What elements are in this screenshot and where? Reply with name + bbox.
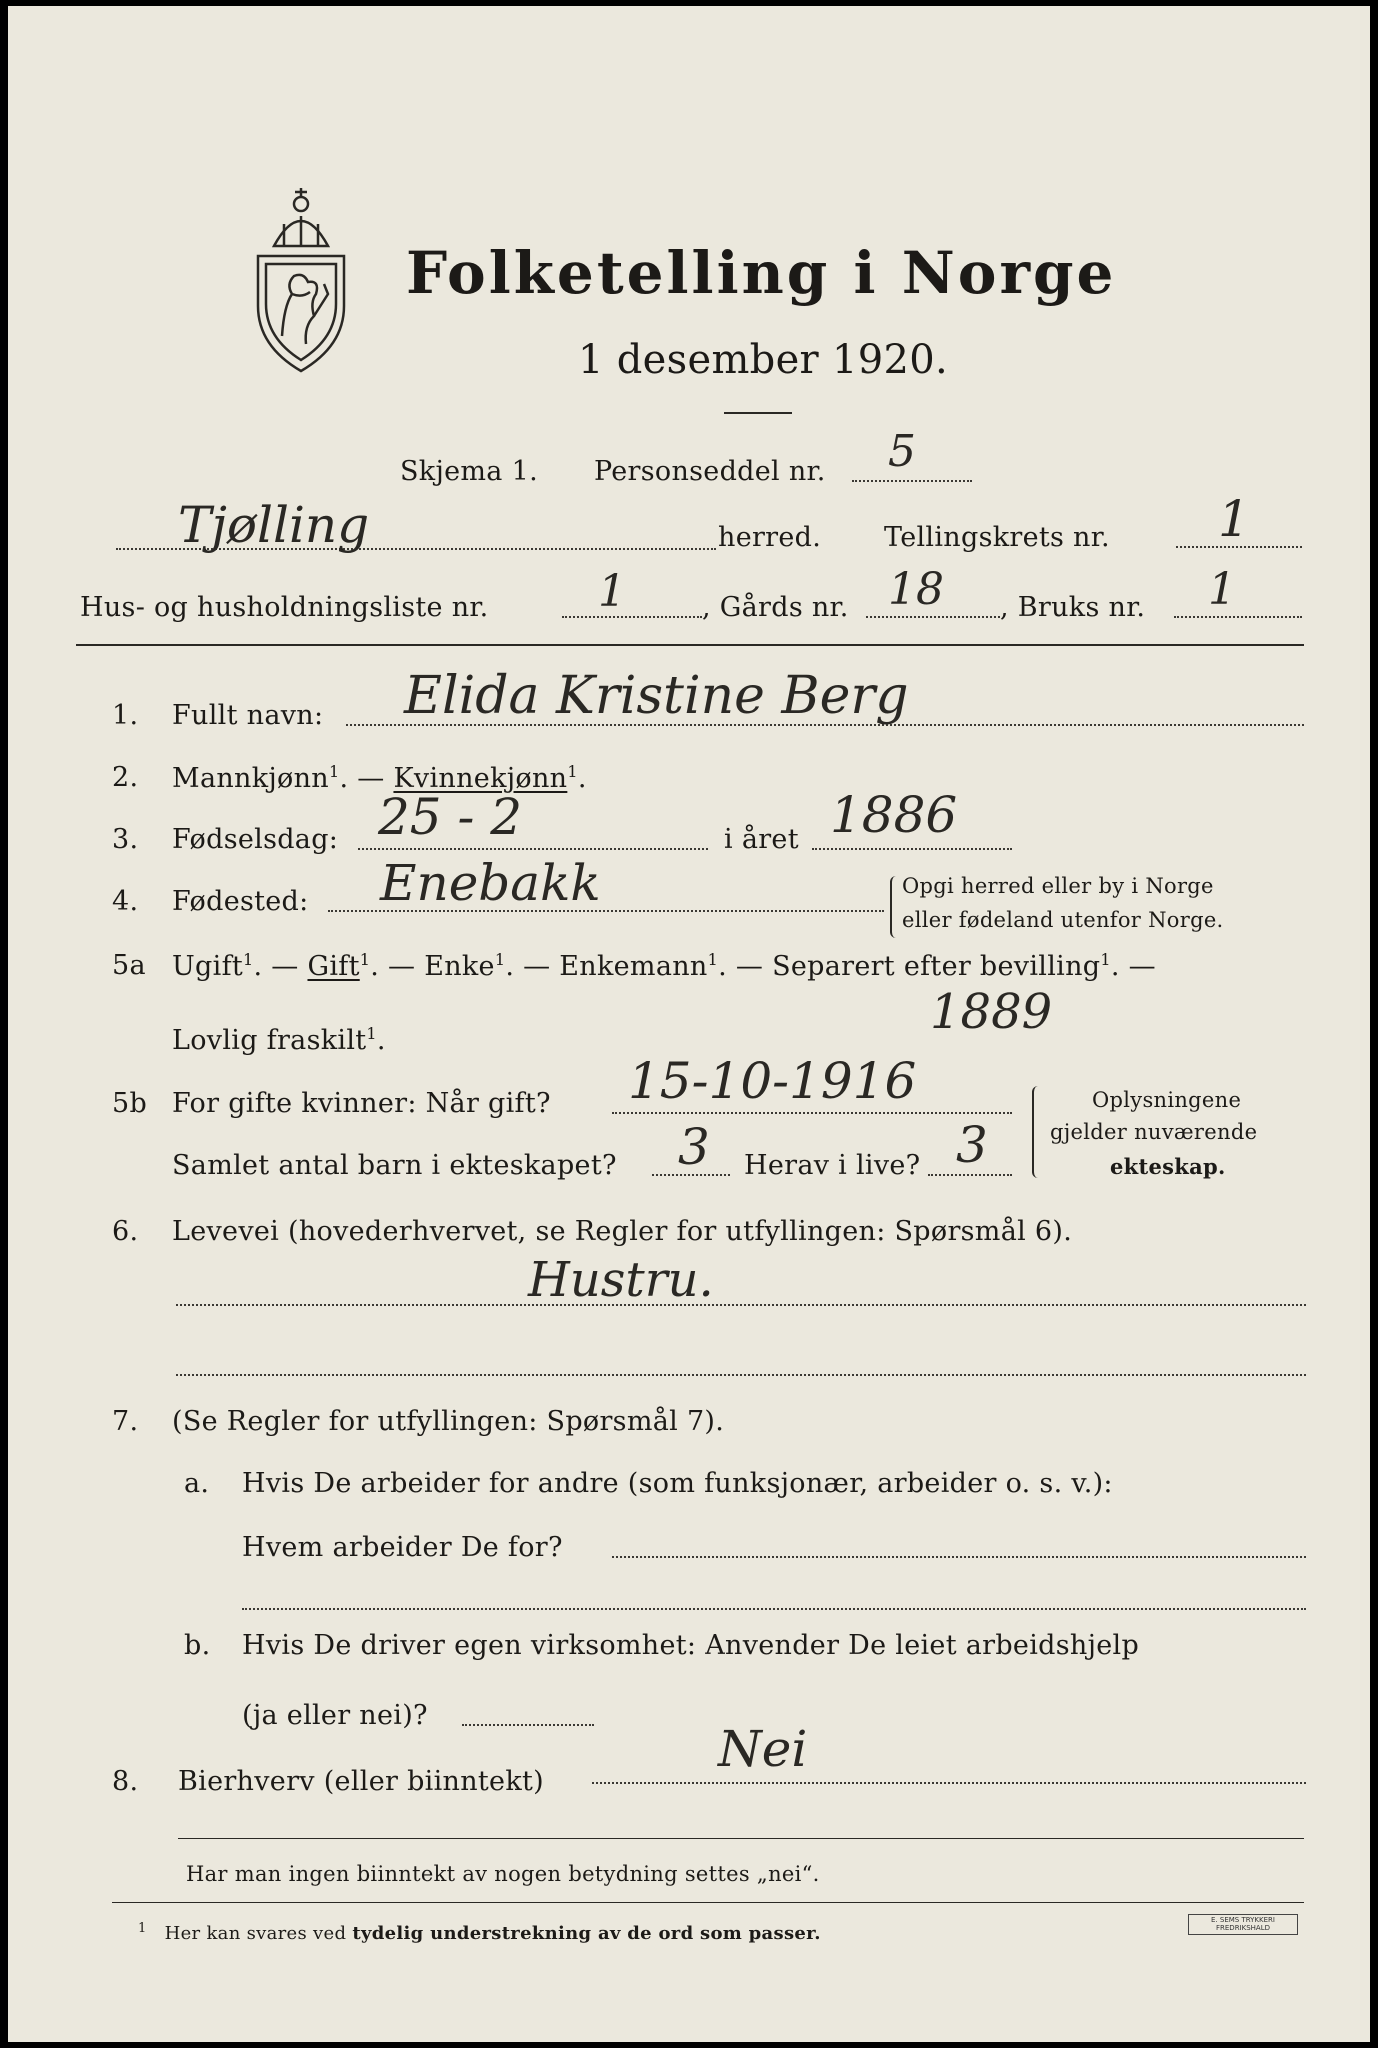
- q5b-barn-value: 3: [678, 1118, 710, 1176]
- bruks-value: 1: [1208, 564, 1236, 615]
- footnote-divider: [112, 1902, 1304, 1903]
- q5b-note-line1: Oplysningene: [1092, 1088, 1242, 1112]
- q2-end: .: [577, 763, 587, 794]
- footer-note: Har man ingen biinntekt av nogen betydning settes „nei“.: [186, 1862, 820, 1886]
- q2-options: Mannkjønn$^1$. — Kvinnekjønn$^1$.: [172, 762, 587, 794]
- q7a-line-1: [612, 1556, 1306, 1558]
- q5b-live-value: 3: [956, 1116, 988, 1174]
- coat-of-arms-icon: [244, 176, 358, 376]
- q5a-enkemann: Enkemann: [559, 951, 708, 982]
- q5b-label: For gifte kvinner: Når gift?: [172, 1088, 551, 1119]
- q4-note-line2: eller fødeland utenfor Norge.: [902, 908, 1224, 932]
- q5a-fraskilt-line: Lovlig fraskilt$^1$.: [172, 1024, 386, 1056]
- census-form-sheet: [8, 6, 1370, 2042]
- gards-value: 18: [888, 564, 944, 615]
- q5b-live-line: [928, 1174, 1012, 1176]
- q5a-separert: Separert efter bevilling: [772, 951, 1101, 982]
- q2-number: 2.: [112, 762, 139, 793]
- herred-value: Tjølling: [178, 496, 370, 554]
- q6-value: Hustru.: [528, 1252, 714, 1308]
- q3-value: 25 - 2: [378, 788, 523, 846]
- tellingskrets-value: 1: [1218, 490, 1250, 548]
- q2-dash: . —: [339, 763, 385, 794]
- q5a-fraskilt: Lovlig fraskilt: [172, 1025, 367, 1056]
- q5a-ugift: Ugift: [172, 951, 244, 982]
- husliste-line: [562, 616, 702, 618]
- husliste-value: 1: [598, 566, 626, 617]
- personseddel-label: Personseddel nr.: [594, 456, 826, 487]
- q7b-text: Hvis De driver egen virksomhet: Anvender De leiet arbeidshjelp: [242, 1630, 1140, 1661]
- q7b-letter: b.: [184, 1630, 211, 1661]
- q8-label: Bierhverv (eller biinntekt): [178, 1766, 544, 1797]
- q7-label: (Se Regler for utfyllingen: Spørsmål 7).: [172, 1406, 725, 1437]
- form-date: 1 desember 1920.: [578, 337, 948, 383]
- q5b-barn-label: Samlet antal barn i ekteskapet?: [172, 1150, 617, 1181]
- q2-mann: Mannkjønn: [172, 763, 329, 794]
- q5b-value: 15-10-1916: [628, 1052, 917, 1110]
- herred-label: herred.: [718, 522, 822, 553]
- personseddel-value: 5: [888, 426, 916, 477]
- printer-stamp: E. SEMS TRYKKERI FREDRIKSHALD: [1188, 1914, 1298, 1935]
- q8-number: 8.: [112, 1766, 139, 1797]
- q4-label: Fødested:: [172, 886, 309, 917]
- q5a-enke: Enke: [424, 951, 495, 982]
- q4-note-brace: [890, 876, 898, 938]
- tellingskrets-label: Tellingskrets nr.: [884, 522, 1110, 553]
- q3-day-line: [358, 848, 708, 850]
- q5b-note-line3: ekteskap.: [1110, 1154, 1226, 1179]
- q6-line-2: [176, 1374, 1306, 1376]
- q1-value: Elida Kristine Berg: [404, 666, 909, 726]
- personseddel-line: [852, 480, 972, 482]
- bruks-label: , Bruks nr.: [1000, 592, 1146, 623]
- q5a-gift: Gift: [307, 951, 360, 982]
- q7-number: 7.: [112, 1406, 139, 1437]
- footnote-mark: 1: [138, 1921, 147, 1936]
- q7b-line: [462, 1724, 594, 1726]
- q5a-number: 5a: [112, 950, 146, 981]
- q8-line: [592, 1782, 1306, 1784]
- q5a-options: Ugift$^1$. — Gift$^1$. — Enke$^1$. — Enkemann$^1$. — Separert efter bevilling$^1$. —: [172, 950, 1156, 982]
- q6-line-1: [176, 1304, 1306, 1306]
- title-rule: [724, 412, 792, 414]
- q7a-line-2: [242, 1608, 1306, 1610]
- q4-note-line1: Opgi herred eller by i Norge: [902, 874, 1214, 898]
- q5a-annotation: 1889: [930, 984, 1053, 1040]
- q3-label: Fødselsdag:: [172, 824, 339, 855]
- q2-kvinne: Kvinnekjønn: [393, 763, 568, 794]
- q1-number: 1.: [112, 700, 139, 731]
- footnote: $^1$ Her kan svares ved tydelig understrekning av de ord som passer.: [138, 1921, 821, 1944]
- q8-value: Nei: [718, 1720, 808, 1778]
- q7a-letter: a.: [184, 1468, 210, 1499]
- q3-year-line: [812, 848, 1012, 850]
- q5b-note-line2: gjelder nuværende: [1050, 1120, 1258, 1144]
- q3-year-value: 1886: [830, 786, 958, 844]
- q4-number: 4.: [112, 886, 139, 917]
- q5b-line: [612, 1112, 1012, 1114]
- q5b-number: 5b: [112, 1088, 148, 1119]
- gards-line: [866, 616, 1000, 618]
- schema-label: Skjema 1.: [400, 456, 538, 487]
- q5b-live-label: Herav i live?: [744, 1150, 921, 1181]
- q1-label: Fullt navn:: [172, 700, 324, 731]
- q7b-question: (ja eller nei)?: [242, 1700, 428, 1731]
- q3-year-label: i året: [724, 824, 799, 855]
- q3-number: 3.: [112, 824, 139, 855]
- husliste-label: Hus- og husholdningsliste nr.: [80, 592, 489, 623]
- form-title: Folketelling i Norge: [406, 239, 1117, 307]
- gards-label: , Gårds nr.: [702, 592, 849, 623]
- q4-value: Enebakk: [380, 854, 601, 912]
- q7a-text: Hvis De arbeider for andre (som funksjonær, arbeider o. s. v.):: [242, 1468, 1113, 1499]
- bruks-line: [1174, 616, 1302, 618]
- footer-divider: [178, 1838, 1304, 1839]
- q6-number: 6.: [112, 1216, 139, 1247]
- q7a-question: Hvem arbeider De for?: [242, 1532, 563, 1563]
- q5b-note-brace: [1032, 1086, 1042, 1178]
- header-divider: [76, 644, 1304, 646]
- q6-label: Levevei (hovederhvervet, se Regler for utfyllingen: Spørsmål 6).: [172, 1216, 1073, 1247]
